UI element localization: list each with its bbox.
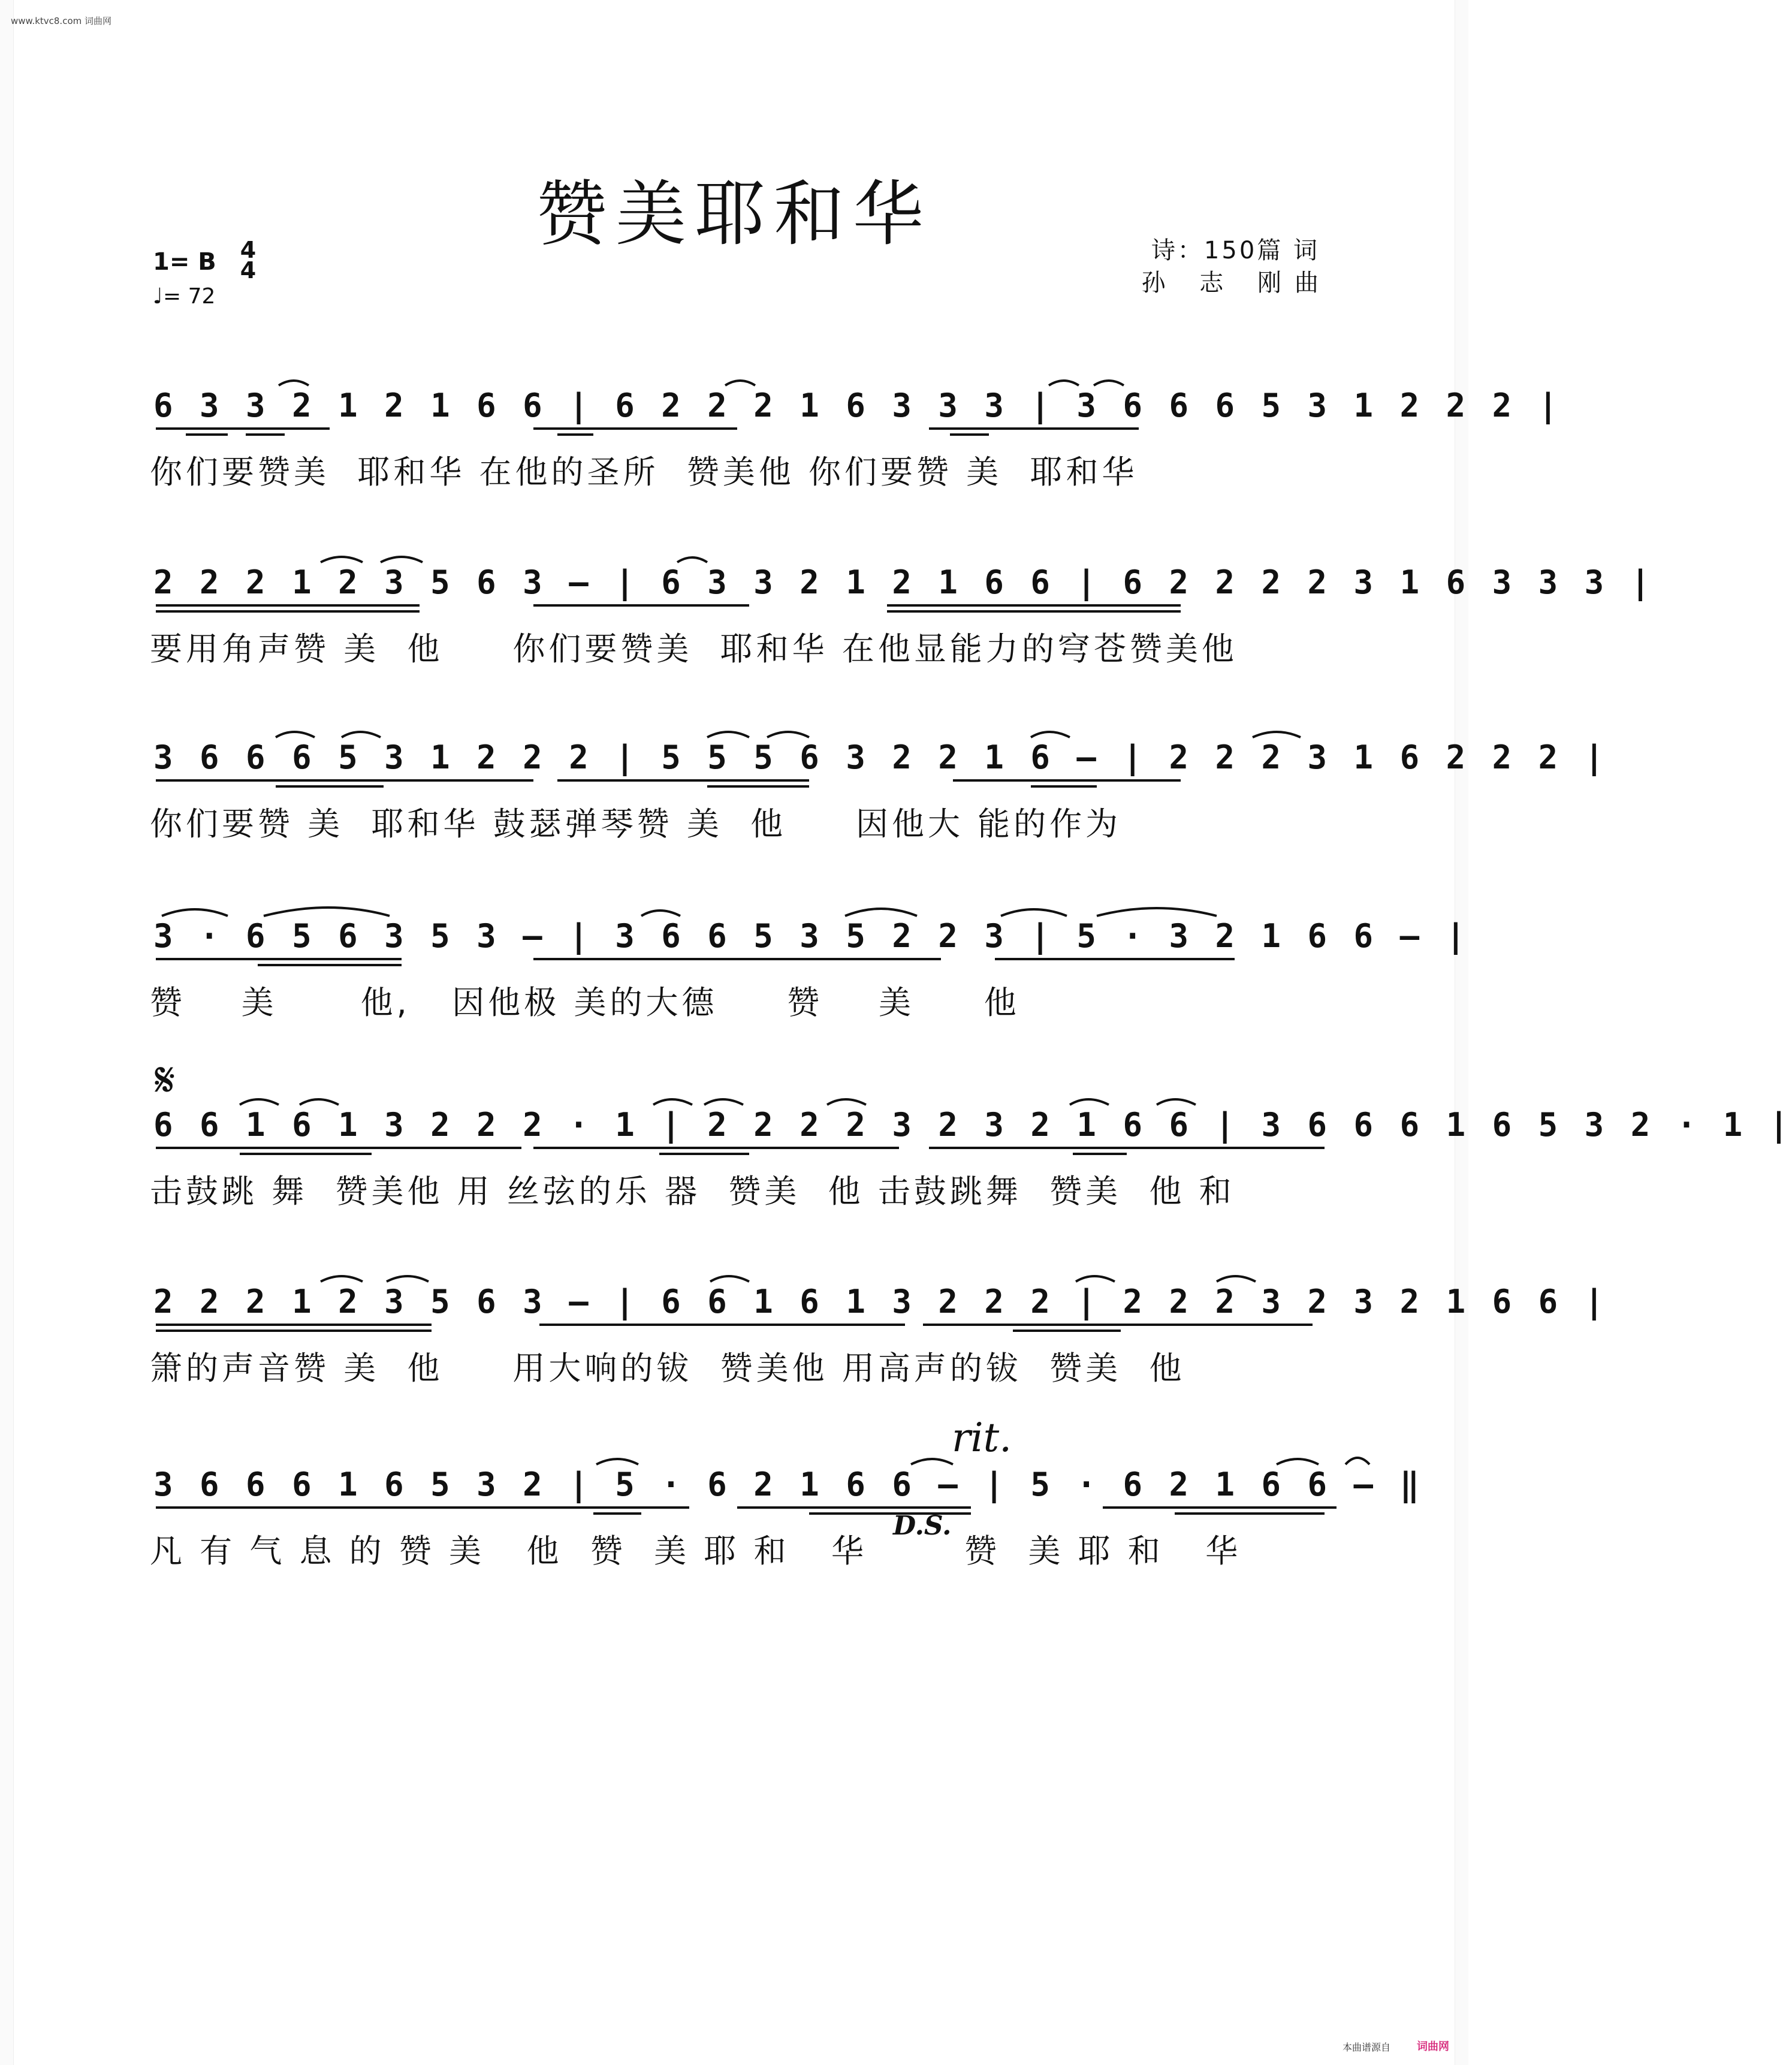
footer-site-logo[interactable]: 词曲网: [1417, 2040, 1449, 2053]
time-signature: [235, 237, 261, 284]
meter-bottom: 4: [240, 257, 257, 284]
notation-line: [150, 551, 1654, 617]
song-title: 赞美耶和华: [536, 173, 932, 255]
lyric-line: 凡 有 气 息 的 赞 美 他 赞 美 耶 和 华 赞 美 耶 和 华: [150, 1532, 1242, 1570]
jianpu-notes: 3 6 6 6 1 6 5 3 2 | 5 · 6 2 1 6 6 – | 5 · 6 2 1 6 6 – ‖: [153, 1466, 1423, 1503]
composer-credit: 孙 志 刚曲: [1141, 269, 1332, 297]
lyric-line: 击鼓跳 舞 赞美他 用 丝弦的乐 器 赞美 他 击鼓跳舞 赞美 他 和: [150, 1172, 1235, 1210]
lyric-line: 你们要赞美 耶和华 在他的圣所 赞美他 你们要赞 美 耶和华: [150, 453, 1138, 491]
left-margin-strip: [0, 0, 14, 2065]
notation-line: [150, 375, 1562, 441]
jianpu-notes: 3 · 6 5 6 3 5 3 – | 3 6 6 5 3 5 2 2 3 | 5 · 3 2 1 6 6 – |: [153, 917, 1470, 955]
meter-top: 4: [240, 237, 257, 263]
notation-line: [150, 905, 1470, 971]
notation-line: [150, 1454, 1423, 1520]
segno-sign: 𝄋: [155, 1052, 176, 1108]
footer-source-note: 本曲谱源自: [1342, 2042, 1390, 2053]
lyric-line: 赞 美 他, 因他极 美的大德 赞 美 他: [150, 984, 1020, 1021]
lyric-line: 箫的声音赞 美 他 用大响的钹 赞美他 用高声的钹 赞美 他: [150, 1349, 1185, 1387]
lyric-line: 要用角声赞 美 他 你们要赞美 耶和华 在他显能力的穹苍赞美他: [150, 630, 1238, 668]
notation-line: [150, 1094, 1792, 1160]
notation-line: [150, 726, 1608, 792]
right-margin-strip: [1455, 0, 1468, 2065]
tempo-marking: ♩= 72: [153, 284, 216, 309]
dal-segno-mark: D.S.: [893, 1511, 952, 1541]
site-url[interactable]: www.ktvc8.com 词曲网: [11, 16, 112, 26]
key-signature: 1= B: [153, 248, 216, 276]
jianpu-notes: 2 2 2 1 2 3 5 6 3 – | 6 3 3 2 1 2 1 6 6 | 6 2 2 2 2 3 1 6 3 3 3 |: [153, 563, 1654, 601]
jianpu-notes: 2 2 2 1 2 3 5 6 3 – | 6 6 1 6 1 3 2 2 2 | 2 2 2 3 2 3 2 1 6 6 |: [153, 1283, 1608, 1321]
jianpu-notes: 6 6 1 6 1 3 2 2 2 · 1 | 2 2 2 2 3 2 3 2 1 6 6 | 3 6 6 6 1 6 5 3 2 · 1 |: [153, 1106, 1792, 1144]
ritardando-mark: rit.: [952, 1415, 1012, 1461]
lyric-line: 你们要赞 美 耶和华 鼓瑟弹琴赞 美 他 因他大 能的作为: [150, 805, 1122, 843]
jianpu-notes: 3 6 6 6 5 3 1 2 2 2 | 5 5 5 6 3 2 2 1 6 – | 2 2 2 3 1 6 2 2 2 |: [153, 738, 1608, 776]
notation-line: [150, 1271, 1608, 1337]
jianpu-notes: 6 3 3 2 1 2 1 6 6 | 6 2 2 2 1 6 3 3 3 | 3 6 6 6 5 3 1 2 2 2 |: [153, 387, 1562, 424]
lyricist-credit: 诗：150篇 词: [1151, 237, 1320, 264]
